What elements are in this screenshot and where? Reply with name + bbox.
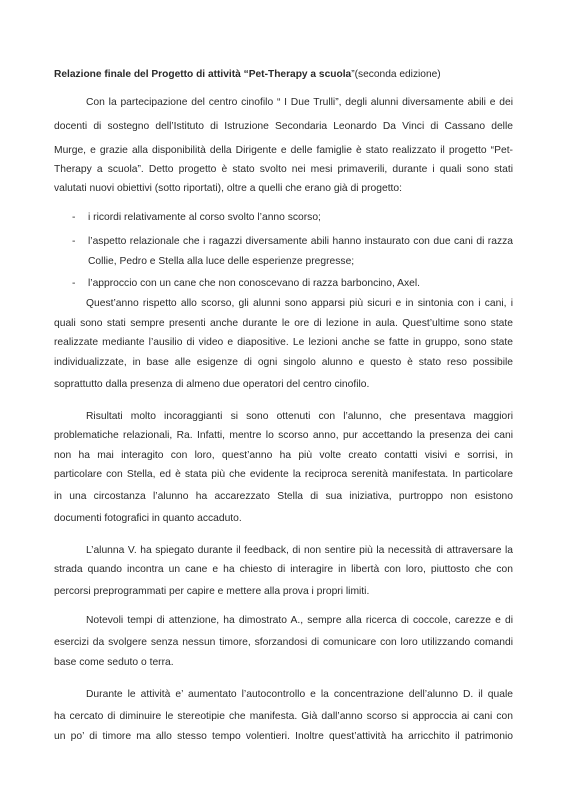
bullet-mark: -	[72, 212, 76, 223]
bullet-mark: -	[72, 278, 76, 289]
p4-line: L’alunna V. ha spiegato durante il feedback, di non sentire più la necessità di attraversare la	[86, 545, 513, 556]
p6-line: Durante le attività e’ aumentato l’autocontrollo e la concentrazione dell’alunno D. il quale	[86, 689, 513, 700]
p2-line: individualizzate, in base alle esigenze di ogni singolo alunno e questo è stato reso possibile	[54, 357, 513, 368]
p3-line: particolare con Stella, ed è stata più che evidente la reciproca serenità manifestata. In particolare	[54, 469, 513, 480]
p2-line: quali sono stati sempre presenti anche durante le ore di lezione in aula. Quest’ultime sono state	[54, 318, 513, 329]
p3-line: Risultati molto incoraggianti si sono ottenuti con l’alunno, che presentava maggiori	[86, 411, 513, 422]
p2-line: Quest’anno rispetto allo scorso, gli alunni sono apparsi più sicuri e in sintonia con i cani, i	[86, 298, 513, 309]
p3-line: problematiche relazionali, Ra. Infatti, mentre lo scorso anno, pur accettando la presenza dei cani	[54, 430, 513, 441]
p5-line: base come seduto o terra.	[54, 657, 174, 668]
p6-line: ha cercato di diminuire le stereotipie che manifesta. Già dall’anno scorso si approccia ai cani con	[54, 711, 513, 722]
p2-line: realizzate mediante l’ausilio di video e diapositive. Le lezioni anche se fatte in gruppo, sono state	[54, 337, 513, 348]
bullet-text: Collie, Pedro e Stella alla luce delle esperienze pregresse;	[88, 256, 355, 267]
p4-line: percorsi preprogrammati per capire e mettere alla prova i propri limiti.	[54, 586, 370, 597]
p1-line: Therapy a scuola”. Detto progetto è stato svolto nei mesi primaverili, durante i quali sono stati	[54, 164, 513, 175]
p3-line: non ha mai interagito con loro, quest’anno ha più volte creato contatti visivi e sorrisi, in	[54, 450, 513, 461]
p1-line: docenti di sostegno dell’Istituto di Istruzione Secondaria Leonardo Da Vinci di Cassano delle	[54, 121, 513, 132]
bullet-mark: -	[72, 236, 76, 247]
p5-line: Notevoli tempi di attenzione, ha dimostrato A., sempre alla ricerca di coccole, carezze e di	[86, 615, 513, 626]
p6-line: un po’ di timore ma allo stesso tempo volentieri. Inoltre quest’attività ha arricchito il patrimonio	[54, 731, 513, 742]
p2-line: soprattutto dalla presenza di almeno due operatori del centro cinofilo.	[54, 379, 370, 390]
bullet-text: l’aspetto relazionale che i ragazzi diversamente abili hanno instaurato con due cani di razza	[88, 236, 513, 247]
p4-line: strada quando incontra un cane e ha chiesto di interagire in libertà con loro, piuttosto che con	[54, 564, 513, 575]
title-normal: ”(seconda edizione)	[351, 69, 441, 80]
p5-line: esercizi da svolgere senza nessun timore, sforzandosi di comunicare con loro utilizzando comandi	[54, 637, 513, 648]
p1-line: Con la partecipazione del centro cinofilo “ I Due Trulli”, degli alunni diversamente abili e dei	[86, 97, 513, 108]
document-title	[54, 69, 441, 81]
title-bold: Relazione finale del Progetto di attività “Pet-Therapy a scuola	[54, 69, 352, 80]
bullet-text: i ricordi relativamente al corso svolto l’anno scorso;	[88, 212, 321, 223]
p1-line: Murge, e grazie alla disponibilità della Dirigente e delle famiglie è stato realizzato il progetto “Pet-	[54, 145, 513, 156]
bullet-text: l’approccio con un cane che non conoscevano di razza barboncino, Axel.	[88, 278, 421, 289]
p3-line: documenti fotografici in quanto accaduto.	[54, 513, 242, 524]
p1-line: valutati nuovi obiettivi (sotto riportati), oltre a quelli che erano già di progetto:	[54, 183, 402, 194]
p3-line: in una circostanza l’alunno ha accarezzato Stella di sua iniziativa, purtroppo non esistono	[54, 491, 513, 502]
